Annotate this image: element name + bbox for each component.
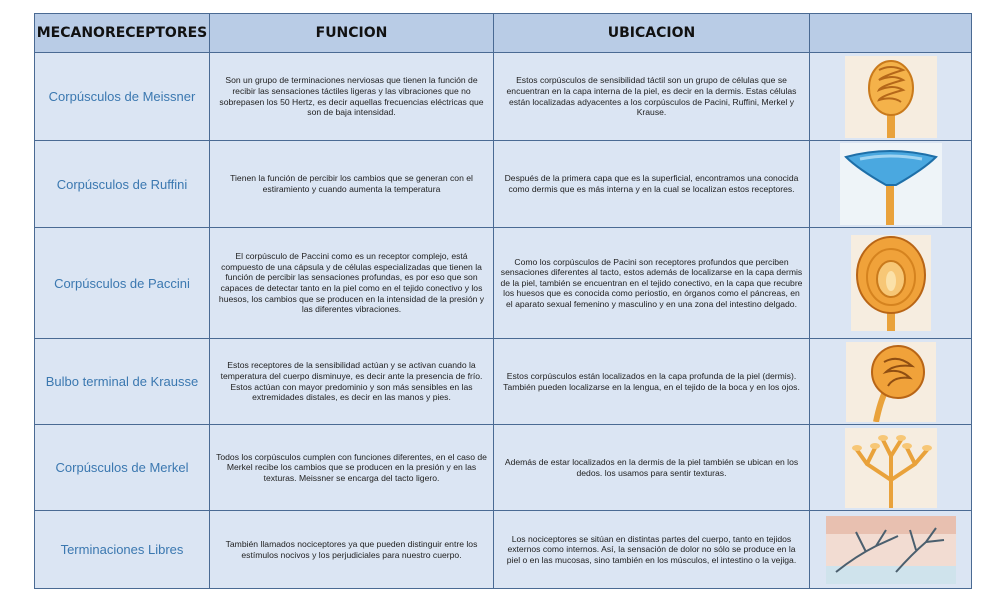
table-row: [35, 339, 972, 425]
receptor-name: Corpúsculos de Paccini: [35, 228, 210, 339]
receptor-ubicacion: Además de estar localizados en la dermis de la piel también se ubican en los dedos. los usamos para sentir texturas.: [494, 425, 810, 511]
receptor-name: Corpúsculos de Merkel: [35, 425, 210, 511]
receptor-image-cell: [810, 228, 972, 339]
receptor-funcion: Tienen la función de percibir los cambios que se generan con el estiramiento y cuando aumenta la temperatura: [210, 141, 494, 228]
receptor-ubicacion: Los nociceptores se sitúan en distintas partes del cuerpo, tanto en tejidos externos como internos. Así, la sensación de dolor no sólo se produce en la piel o en las mucosas, sino también en los músculos, el intestino o la vejiga.: [494, 511, 810, 589]
krause-bulb-illustration: [846, 342, 936, 422]
receptor-funcion: Son un grupo de terminaciones nerviosas que tienen la función de recibir las sensaciones táctiles ligeras y las vibraciones que no sobrepasen los 50 Hertz, es decir aquellas frecuencias eléctricas que son de baja intensidad.: [210, 53, 494, 141]
receptor-funcion: El corpúsculo de Paccini como es un receptor complejo, está compuesto de una cápsula y de células especializadas que tienen la función de percibir las sensaciones profundas, es por eso que son capaces de detectar tanto en la piel como en el tejido conectivo y los huesos, los cambios que se producen en la intensidad de la presión y las diferentes vibraciones.: [210, 228, 494, 339]
receptor-image-cell: [810, 511, 972, 589]
receptor-name: Bulbo terminal de Krausse: [35, 339, 210, 425]
free-nerve-endings-illustration: [826, 516, 956, 584]
receptor-image-cell: [810, 141, 972, 228]
header-mecanoreceptores: MECANORECEPTORES: [35, 14, 210, 53]
receptor-image-cell: [810, 425, 972, 511]
receptor-funcion: Todos los corpúsculos cumplen con funciones diferentes, en el caso de Merkel recibe los cambios que se producen en la presión y en las texturas. Meissner se encarga del tacto ligero.: [210, 425, 494, 511]
receptor-ubicacion: Estos corpúsculos están localizados en la capa profunda de la piel (dermis). También pueden localizarse en la lengua, en el tejido de la boca y en los ojos.: [494, 339, 810, 425]
receptor-name: Corpúsculos de Ruffini: [35, 141, 210, 228]
receptor-name: Terminaciones Libres: [35, 511, 210, 589]
table-header-row: [35, 14, 972, 53]
table-row: [35, 141, 972, 228]
ruffini-corpuscle-illustration: [840, 143, 942, 225]
mechanoreceptors-table: [34, 13, 972, 589]
receptor-ubicacion: Estos corpúsculos de sensibilidad táctil son un grupo de células que se encuentran en la capa interna de la piel, es decir en la dermis. Estas células están localizadas adyacentes a los corpúsculos de Pacini, Ruffini, Merkel y Krause.: [494, 53, 810, 141]
receptor-ubicacion: Como los corpúsculos de Pacini son receptores profundos que perciben sensaciones diferentes al tacto, estos además de localizarse en la capa dermis de la piel, también se encuentran en el tejido conectivo, en la capa que recubre los huesos que es conocida como periostio, en órganos como el páncreas, en el aparato sexual femenino y masculino y en una zona del intestino delgado.: [494, 228, 810, 339]
receptor-funcion: Estos receptores de la sensibilidad actúan y se activan cuando la temperatura del cuerpo disminuye, es decir ante la presencia de frío. Estos actúan con mayor predominio y son más sensibles en las extremidades distales, es decir en las manos y pies.: [210, 339, 494, 425]
merkel-disc-illustration: [845, 428, 937, 508]
receptor-image-cell: [810, 53, 972, 141]
meissner-corpuscle-illustration: [845, 56, 937, 138]
table-row: [35, 228, 972, 339]
table-row: [35, 53, 972, 141]
header-ubicacion: UBICACION: [494, 14, 810, 53]
pacini-corpuscle-illustration: [851, 235, 931, 331]
receptor-funcion: También llamados nociceptores ya que pueden distinguir entre los estímulos nocivos y los perjudiciales para nuestro cuerpo.: [210, 511, 494, 589]
receptor-name: Corpúsculos de Meissner: [35, 53, 210, 141]
receptor-ubicacion: Después de la primera capa que es la superficial, encontramos una conocida como dermis que es más interna y en la cual se localizan estos receptores.: [494, 141, 810, 228]
table-row: [35, 425, 972, 511]
table-row: [35, 511, 972, 589]
header-funcion: FUNCION: [210, 14, 494, 53]
receptor-image-cell: [810, 339, 972, 425]
header-image: [810, 14, 972, 53]
